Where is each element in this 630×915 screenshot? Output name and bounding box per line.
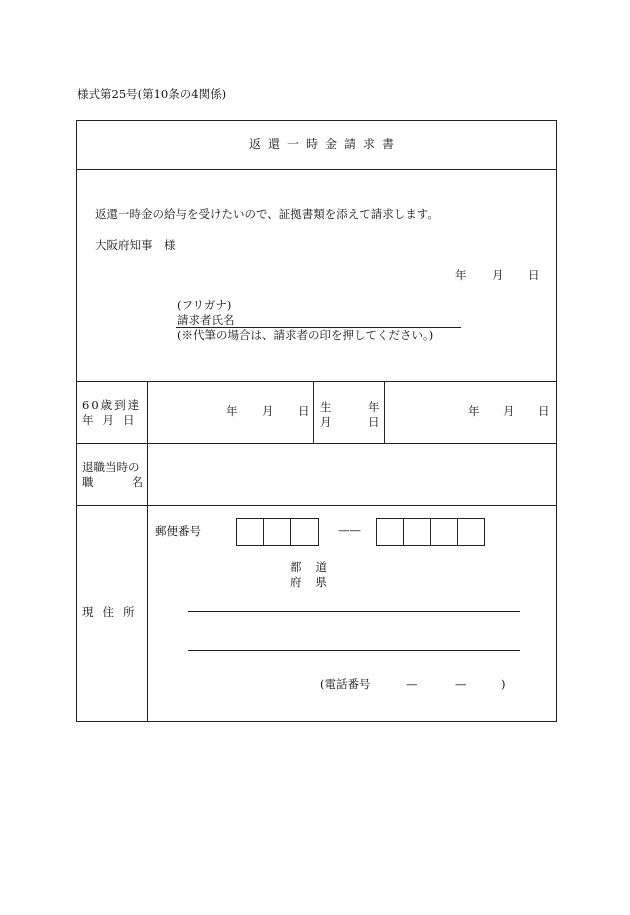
- job-label-line2: 職名: [82, 475, 181, 489]
- birth-label-right-divider: [384, 381, 385, 443]
- birth-month: 月: [503, 404, 515, 418]
- form-title: 返還一時金請求書: [249, 137, 402, 151]
- postal-digit-box[interactable]: [430, 518, 458, 546]
- age60-label-line1: 60歳到達: [82, 398, 142, 412]
- birth-label-left-divider: [313, 381, 314, 443]
- address-label: 現住所: [82, 605, 144, 619]
- age60-month: 月: [262, 404, 274, 418]
- form-number: 様式第25号(第10条の4関係): [77, 87, 227, 101]
- prefecture-label-line1: 都道: [290, 560, 341, 574]
- phone-close-paren: ): [501, 677, 506, 691]
- divider-age60: [76, 443, 557, 444]
- request-sentence: 返還一時金の給与を受けたいので、証拠書類を添えて請求します。: [95, 207, 439, 221]
- furigana-label: (フリガナ): [177, 298, 232, 312]
- addressee: 大阪府知事 様: [95, 238, 176, 252]
- divider-job: [76, 505, 557, 506]
- postal-digit-box[interactable]: [403, 518, 431, 546]
- applicant-name-label: 請求者氏名: [177, 313, 235, 327]
- birth-label-col1: 生月: [320, 400, 332, 429]
- address-line-1[interactable]: [188, 611, 520, 612]
- prefecture-label-line2: 府県: [290, 575, 341, 589]
- age60-label-line2: 年月日: [82, 413, 144, 427]
- birth-year: 年: [468, 404, 480, 418]
- birth-day: 日: [538, 404, 550, 418]
- divider-request: [76, 381, 557, 382]
- request-date-day: 日: [528, 268, 540, 282]
- postal-code-label: 郵便番号: [155, 524, 201, 538]
- birth-label-col2: 年日: [368, 400, 380, 429]
- age60-day: 日: [298, 404, 310, 418]
- proxy-seal-note: (※代筆の場合は、請求者の印を押してください。): [177, 328, 434, 342]
- phone-label: (電話番号: [320, 677, 371, 691]
- age60-year: 年: [226, 404, 238, 418]
- label-column-divider: [147, 381, 148, 722]
- job-label-line1: 退職当時の: [82, 460, 140, 474]
- postal-separator: ——: [338, 523, 361, 537]
- phone-dash: —: [455, 677, 467, 691]
- divider-title: [76, 169, 557, 170]
- address-line-2[interactable]: [188, 650, 520, 651]
- request-date-year: 年: [455, 268, 467, 282]
- postal-digit-box[interactable]: [236, 518, 264, 546]
- postal-digit-box[interactable]: [457, 518, 485, 546]
- postal-digit-box[interactable]: [263, 518, 291, 546]
- phone-dash: —: [406, 677, 418, 691]
- postal-digit-box[interactable]: [376, 518, 404, 546]
- postal-digit-box[interactable]: [290, 518, 319, 546]
- request-date-month: 月: [492, 268, 504, 282]
